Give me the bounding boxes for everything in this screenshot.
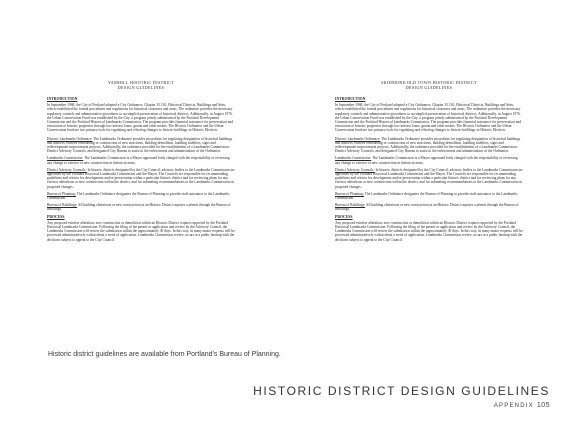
figure-caption: Historic district guidelines are available from Portland's Bureau of Planning. xyxy=(48,351,281,358)
right-process-title: PROCESS xyxy=(335,214,353,219)
left-buildings-text: All building alterations or new construction in an Historic District requires a permit through the Bureau of Buildings. xyxy=(47,203,231,212)
right-planning-lead: Bureau of Planning: xyxy=(335,191,364,196)
page-footer xyxy=(494,402,550,409)
right-intro-text: In September 1968, the City of Portland adopted a City Ordinance, Chapter 33.120, Historical Districts, Buildings and Sites, which established the formal procedures and regulations for historical structures and areas. The ordinance provides the necessary regulatory controls and administrative procedures to accomplish preservation of historical districts. Additionally, in August 1976, the Urban Conservation Fund was established by the City, a program jointly administered by the Portland Development Commission and the Portland Historical Landmarks Commission. The program provides financial assistance for preservation and restoration of historic properties through low interest loans, grants and other means. The Historic Ordinance and the Urban Conservation fund are two primary tools for regulating and effecting changes to historic buildings in Historic Districts. xyxy=(335,103,522,133)
left-intro-title: INTRODUCTION xyxy=(47,97,78,101)
left-councils-text: In historic districts designated by the City Council, advisory bodies to the Landmarks Commission are appointed by the Portland Historical Landmarks Commission and the Mayor. The Councils are responsible for recommending guidelines and criteria for development and/or preservation within a particular historic district and for reviewing plans for any exterior alterations or new construction within the district, and for submitting recommendations to the Landmarks Commission on proposed changes. xyxy=(47,167,235,189)
right-buildings-lead: Bureau of Buildings: xyxy=(335,203,366,208)
right-paragraph-commission xyxy=(335,156,523,164)
page-number: 105 xyxy=(536,402,550,409)
left-paragraph-commission xyxy=(47,156,235,164)
left-planning-lead: Bureau of Planning: xyxy=(47,191,76,196)
left-planning-text: The Landmarks Ordinance designates the Bureau of Planning to provide staff assistance to the Landmarks Commission. xyxy=(47,191,230,201)
right-header-line1: SKIDMORE/OLD TOWN HISTORIC DISTRICT xyxy=(381,80,477,85)
right-buildings-text: All building alterations or new construction in an Historic District requires a permit through the Bureau of Buildings. xyxy=(335,203,519,212)
left-commission-text: The Landmarks Commission is a Mayor appointed body charged with the responsibility of reviewing any change to exterior or new construction in historical areas. xyxy=(47,156,230,165)
right-header-line2: DESIGN GUIDELINES xyxy=(405,85,453,90)
right-commission-text: The Landmarks Commission is a Mayor appointed body charged with the responsibility of reviewing any change to exterior or new construction in historical areas. xyxy=(335,156,518,165)
page-title: HISTORIC DISTRICT DESIGN GUIDELINES xyxy=(253,384,550,398)
left-councils-lead: District Advisory Councils: xyxy=(47,167,87,172)
left-commission-lead: Landmarks Commission: xyxy=(47,156,84,161)
left-document-page xyxy=(12,0,270,318)
right-councils-lead: District Advisory Councils: xyxy=(335,167,375,172)
left-ordinance-lead: Historic Landmarks Ordinance: xyxy=(47,136,93,141)
right-commission-lead: Landmarks Commission: xyxy=(335,156,372,161)
left-header-line2: DESIGN GUIDELINES xyxy=(117,85,165,90)
left-paragraph-buildings xyxy=(47,203,235,211)
right-process-text: Any proposed exterior alteration, new construction or demolition within an Historic District requires approval by the Portland Historical Landmarks Commission. Following the filing of the permit or application and review by the Advisory Council, the Landmarks Commission will review the submission within the approximately 30 days. In this way, in many minor requests will be processed administratively within about a week of application. Landmarks Commission review occurs at a public hearing with the decisions subject to appeal to the City Council. xyxy=(335,220,523,242)
left-process-text: Any proposed exterior alteration, new construction or demolition within an Historic District requires approval by the Portland Historical Landmarks Commission. Following the filing of the permit or application and review by the Advisory Council, the Landmarks Commission will review the submission within the approximately 30 days. In this way, in many minor requests will be processed administratively within about a week of application. Landmarks Commission review occurs at a public hearing with the decisions subject to appeal to the City Council. xyxy=(47,220,235,242)
left-paragraph-ordinance xyxy=(47,137,235,154)
right-paragraph-councils xyxy=(335,168,523,189)
right-paragraph-ordinance xyxy=(335,137,523,154)
left-paragraph-planning xyxy=(47,192,235,200)
right-paragraph-buildings xyxy=(335,203,523,211)
appendix-label: APPENDIX xyxy=(493,403,534,409)
right-ordinance-text: The Landmarks Ordinance provides procedures for regulating designation of historical buildings and districts, exterior remodeling or construction of new structures, building demolition, building satellites, signs and redevelopment improvement projects. Additionally, the ordinance provided for the establishment of a Landmarks Commission, District Advisory Councils, and designated City Bureau to assist in the enforcement and administration of the Ordinance. xyxy=(335,136,521,154)
left-paragraph-councils xyxy=(47,168,235,189)
left-intro-text: In September 1968, the City of Portland adopted a City Ordinance, Chapter 33.120, Historical Districts, Buildings and Sites, which established the formal procedures and regulations for historical structures and areas. The ordinance provides the necessary regulatory controls and administrative procedures to accomplish preservation of historical districts. Additionally, in August 1976, the Urban Conservation Fund was established by the City, a program jointly administered by the Portland Development Commission and the Portland Historical Landmarks Commission. The program provides financial assistance for preservation and restoration of historic properties through low interest loans, grants and other means. The Historic Ordinance and the Urban Conservation fund are two primary tools for regulating and effecting changes to historic buildings in Historic Districts. xyxy=(47,103,234,133)
left-document-body xyxy=(47,97,235,246)
right-planning-text: The Landmarks Ordinance designates the Bureau of Planning to provide staff assistance to the Landmarks Commission. xyxy=(335,191,518,201)
right-intro-title: INTRODUCTION xyxy=(335,97,366,101)
right-document-page xyxy=(300,0,558,318)
left-document-header xyxy=(12,80,270,90)
right-document-body xyxy=(335,97,523,246)
left-buildings-lead: Bureau of Buildings: xyxy=(47,203,78,208)
left-header-line1: YAMHILL HISTORIC DISTRICT xyxy=(107,80,175,85)
right-document-header xyxy=(300,80,558,90)
right-paragraph-planning xyxy=(335,192,523,200)
right-councils-text: In historic districts designated by the City Council, advisory bodies to the Landmarks Commission are appointed by the Portland Historical Landmarks Commission and the Mayor. The Councils are responsible for recommending guidelines and criteria for development and/or preservation within a particular historic district and for reviewing plans for any exterior alterations or new construction within the district, and for submitting recommendations to the Landmarks Commission on proposed changes. xyxy=(335,167,523,189)
left-ordinance-text: The Landmarks Ordinance provides procedures for regulating designation of historical buildings and districts, exterior remodeling or construction of new structures, building demolition, building satellites, signs and redevelopment improvement projects. Additionally, the ordinance provided for the establishment of a Landmarks Commission, District Advisory Councils, and designated City Bureau to assist in the enforcement and administration of the Ordinance. xyxy=(47,136,233,154)
right-ordinance-lead: Historic Landmarks Ordinance: xyxy=(335,136,381,141)
left-process-title: PROCESS xyxy=(47,214,65,219)
